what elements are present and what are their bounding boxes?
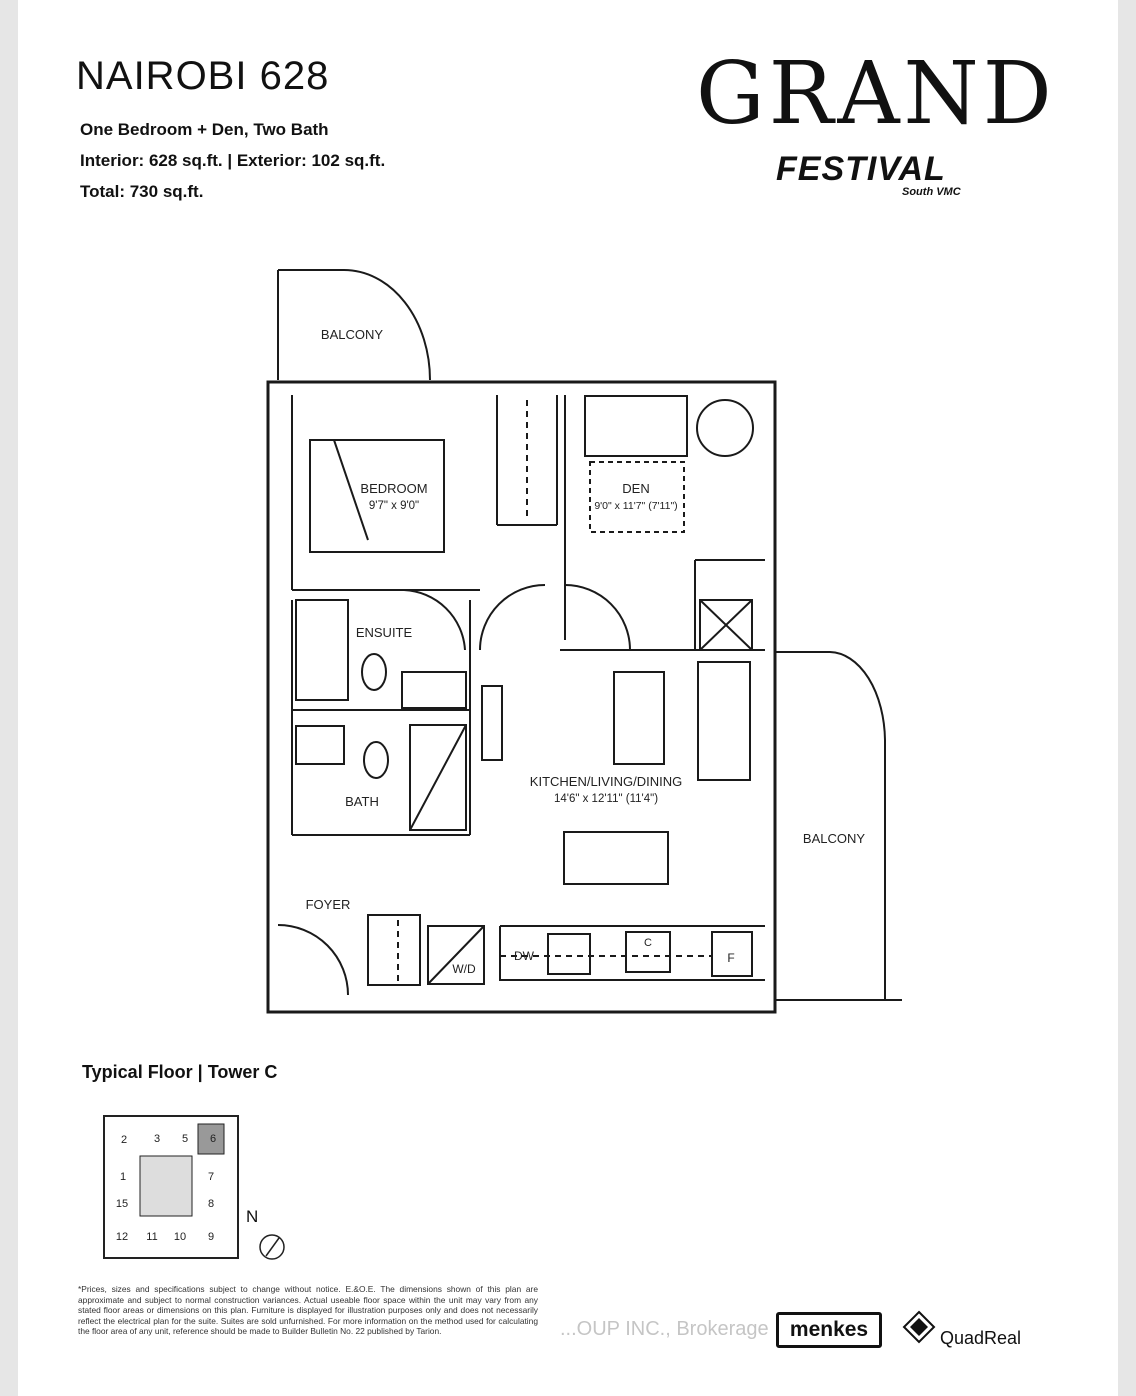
- bath-toilet: [364, 742, 388, 778]
- living-sofa: [698, 662, 750, 780]
- label-kitchen: KITCHEN/LIVING/DINING: [529, 774, 683, 789]
- key-unit-1: 1: [119, 1171, 127, 1183]
- label-bedroom: BEDROOM: [360, 481, 428, 496]
- tv-unit: [482, 686, 502, 760]
- label-fridge: F: [727, 951, 735, 965]
- quadreal-icon: [902, 1310, 936, 1344]
- festival-logo: FESTIVAL: [776, 150, 946, 188]
- key-unit-12: 12: [115, 1231, 129, 1243]
- label-ensuite: ENSUITE: [355, 625, 413, 640]
- right-balcony-outline: [775, 652, 902, 1000]
- bath-vanity: [296, 726, 344, 764]
- label-dishwasher: DW: [514, 949, 534, 963]
- label-bath: BATH: [345, 794, 379, 809]
- ensuite-toilet: [362, 654, 386, 690]
- entry-door-arc: [278, 925, 348, 995]
- north-label: N: [246, 1207, 259, 1226]
- key-unit-8: 8: [207, 1198, 215, 1210]
- key-unit-10: 10: [173, 1231, 187, 1243]
- label-washer-dryer: W/D: [452, 962, 476, 976]
- ensuite-vanity: [402, 672, 466, 708]
- unit-total-area: Total: 730 sq.ft.: [80, 182, 204, 201]
- label-bedroom-dims: 9'7" x 9'0": [368, 500, 420, 512]
- key-unit-6: 6: [209, 1133, 217, 1145]
- disclaimer-text: *Prices, sizes and specifications subject to change without notice. E.&O.E. The dimensions shown of this plan are approximate and subject to normal construction variances. Actual useable floor space within the unit may vary from any stated floor areas or dimensions on this plan. Furniture is displayed for illustration purposes only and does not necessarily reflect the electrical plan for the suite. Suites are sold unfurnished. For more information on the method used for calculating the floor area of any unit, reference should be made to Builder Bulletin No. 22 published by Tarion.: [78, 1284, 538, 1337]
- key-plan: [104, 1116, 284, 1259]
- kitchen-sink: [548, 934, 590, 974]
- bedroom-bed: [310, 440, 444, 552]
- den-bedroom-walls: [292, 395, 565, 640]
- unit-type: One Bedroom + Den, Two Bath: [80, 120, 329, 139]
- keyplan-title: Typical Floor | Tower C: [82, 1062, 278, 1082]
- den-rug: [590, 462, 684, 532]
- key-unit-15: 15: [115, 1198, 129, 1210]
- key-plan-core: [140, 1156, 192, 1216]
- label-foyer: FOYER: [305, 897, 351, 912]
- label-balcony-right: BALCONY: [802, 831, 866, 846]
- key-unit-11: 11: [146, 1231, 158, 1243]
- bedroom-door-arc: [480, 585, 545, 650]
- quadreal-logo: QuadReal: [940, 1328, 1022, 1348]
- menkes-logo: menkes: [776, 1312, 882, 1348]
- ensuite-tub: [296, 600, 348, 700]
- grand-logo: GRAND: [696, 44, 1056, 144]
- bath-shower: [410, 725, 466, 830]
- key-unit-3: 3: [153, 1133, 161, 1145]
- key-unit-5: 5: [181, 1133, 189, 1145]
- den-sofa: [585, 396, 687, 456]
- unit-title: NAIROBI 628: [76, 54, 330, 98]
- label-kitchen-dims: 14'6" x 12'11" (11'4"): [553, 793, 659, 805]
- key-unit-2: 2: [120, 1134, 128, 1146]
- dining-table: [564, 832, 668, 884]
- den-storage-x: [700, 600, 752, 650]
- top-balcony-outline: [278, 270, 430, 380]
- label-balcony-top: BALCONY: [320, 327, 384, 342]
- key-unit-9: 9: [207, 1231, 215, 1243]
- watermark-text: ...OUP INC., Brokerage: [560, 1318, 769, 1340]
- key-unit-7: 7: [207, 1171, 215, 1183]
- ensuite-door-arc: [404, 590, 465, 650]
- festival-sublabel: South VMC: [902, 186, 961, 198]
- coffee-table: [614, 672, 664, 764]
- unit-area: Interior: 628 sq.ft. | Exterior: 102 sq.ft.: [80, 151, 386, 170]
- label-cooktop: C: [644, 937, 652, 949]
- label-den-dims: 9'0" x 11'7" (7'11"): [594, 500, 678, 512]
- den-round-table: [697, 400, 753, 456]
- den-door-arc: [565, 585, 630, 650]
- foyer-closet: [368, 915, 420, 985]
- label-den: DEN: [622, 481, 650, 496]
